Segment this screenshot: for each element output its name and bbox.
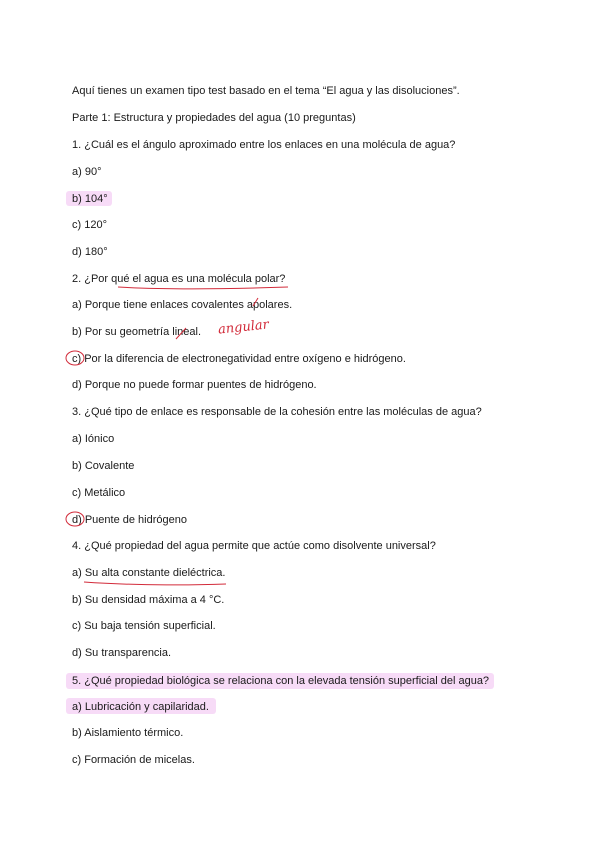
- q3-option-b: b) Covalente: [72, 460, 135, 472]
- q5-option-c: c) Formación de micelas.: [72, 754, 195, 766]
- question-2: 2. ¿Por qué el agua es una molécula polar?: [72, 273, 286, 285]
- q2-option-b: b) Por su geometría lineal.: [72, 326, 202, 338]
- q3-option-d: d) Puente de hidrógeno: [72, 514, 187, 526]
- underline-q4-a: [84, 582, 226, 585]
- q2-option-c: c) Por la diferencia de electronegatividad entre oxígeno e hidrógeno.: [72, 353, 406, 365]
- question-4: 4. ¿Qué propiedad del agua permite que actúe como disolvente universal?: [72, 540, 436, 552]
- part-title: Parte 1: Estructura y propiedades del agua (10 preguntas): [72, 112, 356, 124]
- q4-option-a: a) Su alta constante dieléctrica.: [72, 567, 226, 579]
- question-3: 3. ¿Qué tipo de enlace es responsable de la cohesión entre las moléculas de agua?: [72, 406, 482, 418]
- q2-option-d: d) Porque no puede formar puentes de hidrógeno.: [72, 379, 317, 391]
- q3-option-a: a) Iónico: [72, 433, 115, 445]
- q3-option-c: c) Metálico: [72, 487, 126, 499]
- q1-option-d: d) 180°: [72, 246, 108, 258]
- question-1: 1. ¿Cuál es el ángulo aproximado entre los enlaces en una molécula de agua?: [72, 139, 456, 151]
- q4-option-c: c) Su baja tensión superficial.: [72, 620, 216, 632]
- q5-option-a: a) Lubricación y capilaridad.: [72, 701, 209, 713]
- q5-option-b: b) Aislamiento térmico.: [72, 727, 184, 739]
- underline-q2: [118, 287, 288, 289]
- question-5: 5. ¿Qué propiedad biológica se relaciona con la elevada tensión superficial del agua?: [72, 675, 490, 687]
- handwritten-note: angular: [217, 317, 270, 338]
- q1-option-a: a) 90°: [72, 166, 102, 178]
- q4-option-b: b) Su densidad máxima a 4 °C.: [72, 594, 225, 606]
- intro-text: Aquí tienes un examen tipo test basado en el tema “El agua y las disoluciones”.: [72, 85, 460, 97]
- q4-option-d: d) Su transparencia.: [72, 647, 172, 659]
- q1-option-b: b) 104°: [72, 193, 108, 205]
- q2-option-a: a) Porque tiene enlaces covalentes apolares.: [72, 299, 293, 311]
- q1-option-c: c) 120°: [72, 219, 107, 231]
